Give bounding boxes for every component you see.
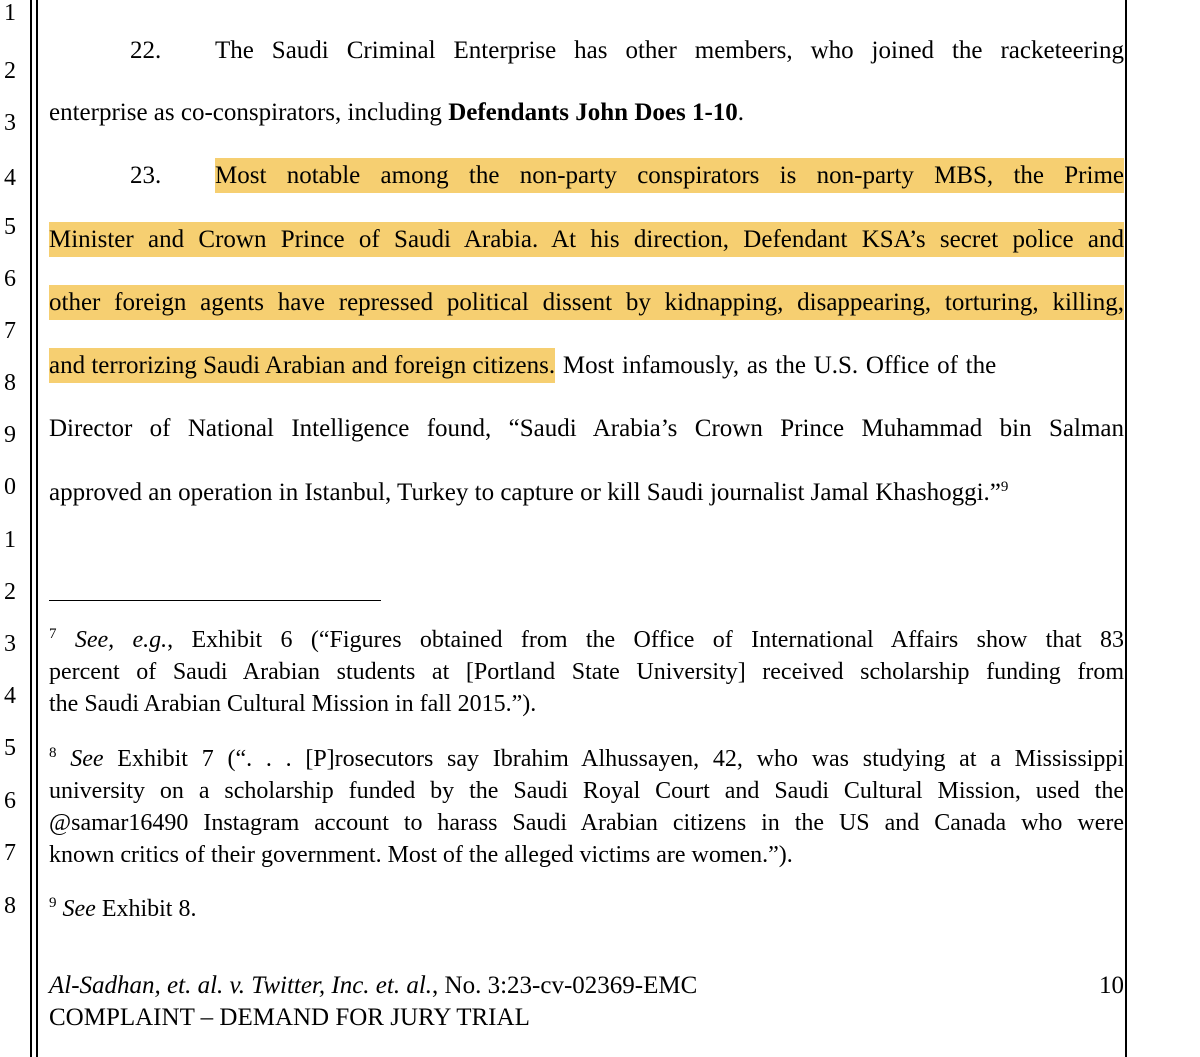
highlighted-text: Most notable among the non-party conspirators is non-party MBS, the Prime [215, 158, 1124, 193]
margin-rule-left-inner [36, 0, 38, 1057]
footnote-mark: 7 [49, 626, 57, 642]
highlighted-text: other foreign agents have repressed political dissent by kidnapping, disappearing, torturing, killing, [49, 285, 1124, 320]
paragraph-number: 22. [130, 37, 162, 64]
document-title: COMPLAINT – DEMAND FOR JURY TRIAL [49, 1004, 530, 1031]
footnote-separator [49, 600, 381, 601]
footnote-line: percent of Saudi Arabian students at [Portland State University] received scholarship funding from [49, 659, 1124, 685]
page-number: 10 [1099, 972, 1124, 999]
line-number: 8 [4, 370, 16, 396]
footnote-line: @samar16490 Instagram account to harass Saudi Arabian citizens in the US and Canada who were [49, 810, 1124, 836]
line-number: 3 [4, 631, 16, 657]
body-line: Director of National Intelligence found, “Saudi Arabia’s Crown Prince Muhammad bin Salman [49, 415, 1124, 442]
body-line: approved an operation in Istanbul, Turkey to capture or kill Saudi journalist Jamal Khashoggi.”$^9$ [49, 479, 1009, 506]
line-number: 9 [4, 422, 16, 448]
footnote-line: $^8$ See Exhibit 7 (“. . . [P]rosecutors say Ibrahim Alhussayen, 42, who was studying at a Mississippi [49, 745, 1125, 772]
line-number: 2 [4, 58, 16, 84]
line-number: 4 [4, 683, 16, 709]
line-number: 2 [4, 579, 16, 605]
page-footer [49, 970, 1124, 1034]
line-number: 3 [4, 110, 16, 136]
defendants-bold: Defendants John Does 1-10 [448, 99, 738, 126]
line-number: 1 [4, 527, 16, 553]
line-number: 5 [4, 735, 16, 761]
footnote-mark: 8 [49, 745, 57, 761]
footnote-line: known critics of their government. Most of the alleged victims are women.”). [49, 842, 793, 868]
footnote-mark: 9 [49, 895, 57, 911]
body-line [49, 288, 1124, 318]
body-line: enterprise as co-conspirators, including Defendants John Does 1-10. [49, 99, 745, 126]
line-number: 1 [4, 0, 16, 26]
line-number: 6 [4, 266, 16, 292]
line-number: 7 [4, 840, 16, 866]
footnote-ref: 9 [1000, 479, 1009, 495]
line-number: 5 [4, 214, 16, 240]
footnote-line: university on a scholarship funded by the Saudi Royal Court and Saudi Cultural Mission, used the [49, 778, 1124, 804]
highlighted-text: and terrorizing Saudi Arabian and foreign citizens. [49, 348, 555, 383]
line-number: 4 [4, 165, 16, 191]
footnote-line: $^9$ See Exhibit 8. [49, 895, 197, 922]
case-caption: Al-Sadhan, et. al. v. Twitter, Inc. et. al., No. 3:23-cv-02369-EMC [49, 972, 698, 999]
line-number: 6 [4, 788, 16, 814]
body-line: 22. The Saudi Criminal Enterprise has other members, who joined the racketeering [130, 37, 1124, 64]
margin-rule-left-outer [30, 0, 32, 1057]
line-number: 8 [4, 893, 16, 919]
margin-rule-right [1125, 0, 1127, 1057]
line-number: 7 [4, 318, 16, 344]
footnote-line: $^7$ See, e.g., Exhibit 6 (“Figures obtained from the Office of International Affairs show that 83 [49, 626, 1124, 653]
body-line [49, 225, 1124, 255]
body-line: and terrorizing Saudi Arabian and foreign citizens. Most infamously, as the U.S. Office of the [49, 351, 1124, 381]
highlighted-text: Minister and Crown Prince of Saudi Arabia. At his direction, Defendant KSA’s secret police and [49, 222, 1124, 257]
paragraph-number: 23. [130, 162, 162, 189]
line-number: 0 [4, 474, 16, 500]
body-line [49, 161, 1124, 191]
footnote-line: the Saudi Arabian Cultural Mission in fall 2015.”). [49, 691, 537, 717]
